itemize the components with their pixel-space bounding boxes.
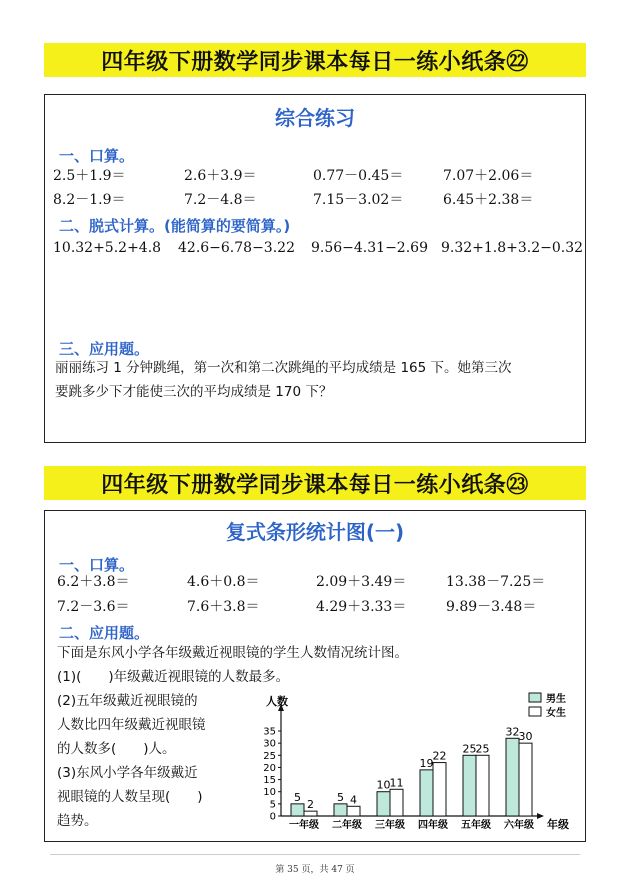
step-expr: 42.6−6.78−3.22 <box>178 240 295 256</box>
bar-boys <box>420 770 433 816</box>
calc-item: 13.38－7.25＝ <box>446 574 546 590</box>
bar-boys <box>377 792 390 816</box>
legend-swatch <box>529 707 541 716</box>
y-tick-label: 10 <box>263 787 276 799</box>
sheet62-banner: 四年级下册数学同步课本每日一练小纸条㉒ <box>44 43 586 77</box>
calc-item: 7.15－3.02＝ <box>313 192 404 208</box>
bar-girls <box>519 743 532 816</box>
calc-item: 8.2－1.9＝ <box>53 192 126 208</box>
question-2-line: (2)五年级戴近视眼镜的 <box>57 693 198 709</box>
problem-line: 要跳多少下才能使三次的平均成绩是 170 下？ <box>55 384 333 400</box>
step-expr: 10.32+5.2+4.8 <box>53 240 162 256</box>
calc-item: 4.29＋3.33＝ <box>316 599 407 615</box>
y-tick-label: 35 <box>263 726 276 738</box>
step-calc-heading: 二、脱式计算。(能简算的要简算。) <box>59 217 291 235</box>
calc-item: 7.2－3.6＝ <box>57 599 130 615</box>
calc-item: 7.2－4.8＝ <box>184 192 257 208</box>
calc-item: 9.89－3.48＝ <box>446 599 537 615</box>
y-tick-label: 30 <box>263 738 276 750</box>
data-label: 5 <box>294 790 301 804</box>
calc-item: 7.6＋3.8＝ <box>187 599 260 615</box>
x-axis-arrow <box>537 813 544 819</box>
data-label: 2 <box>307 798 314 812</box>
y-tick-label: 0 <box>269 811 276 823</box>
y-axis-label: 人数 <box>266 695 288 708</box>
bar-boys <box>506 738 519 816</box>
calc-item: 2.09＋3.49＝ <box>316 574 407 590</box>
legend-label: 女生 <box>546 708 566 719</box>
question-3-line: (3)东风小学各年级戴近 <box>57 765 198 781</box>
y-tick-label: 25 <box>263 750 276 762</box>
data-label: 32 <box>505 725 520 739</box>
footer-divider <box>50 854 580 855</box>
step-expr: 9.32+1.8+3.2−0.32 <box>441 240 584 256</box>
x-tick-label: 一年级 <box>289 820 319 831</box>
data-label: 10 <box>376 778 391 792</box>
x-tick-label: 二年级 <box>332 820 362 831</box>
bar-girls <box>304 811 317 816</box>
x-tick-label: 五年级 <box>461 820 491 831</box>
y-tick-label: 20 <box>263 762 276 774</box>
bar-girls <box>433 763 446 816</box>
bar-boys <box>463 755 476 816</box>
oral-calc-heading: 一、口算。 <box>59 556 135 574</box>
calc-item: 2.6＋3.9＝ <box>184 168 257 184</box>
word-problem-heading: 二、应用题。 <box>59 624 150 642</box>
data-label: 5 <box>337 790 344 804</box>
data-label: 30 <box>518 730 533 744</box>
x-axis-label: 年级 <box>547 818 569 831</box>
data-label: 22 <box>432 749 447 763</box>
question-2-line: 人数比四年级戴近视眼镜 <box>57 717 206 733</box>
bar-boys <box>291 804 304 816</box>
problem-intro: 下面是东风小学各年级戴近视眼镜的学生人数情况统计图。 <box>57 645 408 661</box>
sheet63-title: 复式条形统计图(一) <box>225 520 405 544</box>
legend-swatch <box>529 693 541 702</box>
calc-item: 4.6＋0.8＝ <box>187 574 260 590</box>
x-tick-label: 三年级 <box>375 820 405 831</box>
oral-calc-heading: 一、口算。 <box>59 147 135 165</box>
problem-line: 丽丽练习 1 分钟跳绳，第一次和第二次跳绳的平均成绩是 165 下。她第三次 <box>55 360 512 376</box>
question-3-line: 趋势。 <box>57 813 98 829</box>
bar-boys <box>334 804 347 816</box>
calc-item: 6.2＋3.8＝ <box>57 574 130 590</box>
x-tick-label: 六年级 <box>504 820 534 831</box>
legend-label: 男生 <box>546 694 566 705</box>
data-label: 11 <box>389 776 404 790</box>
bar-girls <box>347 806 360 816</box>
sheet63-banner: 四年级下册数学同步课本每日一练小纸条㉓ <box>44 466 586 500</box>
data-label: 19 <box>419 756 434 770</box>
word-problem-heading: 三、应用题。 <box>59 340 150 358</box>
calc-item: 7.07＋2.06＝ <box>443 168 534 184</box>
y-tick-label: 15 <box>263 775 276 787</box>
step-expr: 9.56−4.31−2.69 <box>311 240 428 256</box>
y-tick-label: 5 <box>269 799 276 811</box>
calc-item: 6.45＋2.38＝ <box>443 192 534 208</box>
x-tick-label: 四年级 <box>418 820 448 831</box>
data-label: 25 <box>475 742 490 756</box>
page-number: 第 35 页，共 47 页 <box>275 865 355 875</box>
calc-item: 2.5＋1.9＝ <box>53 168 126 184</box>
question-1: (1)( )年级戴近视眼镜的人数最多。 <box>57 669 290 685</box>
question-2-line: 的人数多( )人。 <box>57 741 176 757</box>
data-label: 25 <box>462 742 477 756</box>
bar-girls <box>476 755 489 816</box>
data-label: 4 <box>350 793 357 807</box>
sheet62-title: 综合练习 <box>275 106 355 130</box>
calc-item: 0.77－0.45＝ <box>313 168 404 184</box>
question-3-line: 视眼镜的人数呈现( ) <box>57 789 203 805</box>
bar-girls <box>390 789 403 816</box>
